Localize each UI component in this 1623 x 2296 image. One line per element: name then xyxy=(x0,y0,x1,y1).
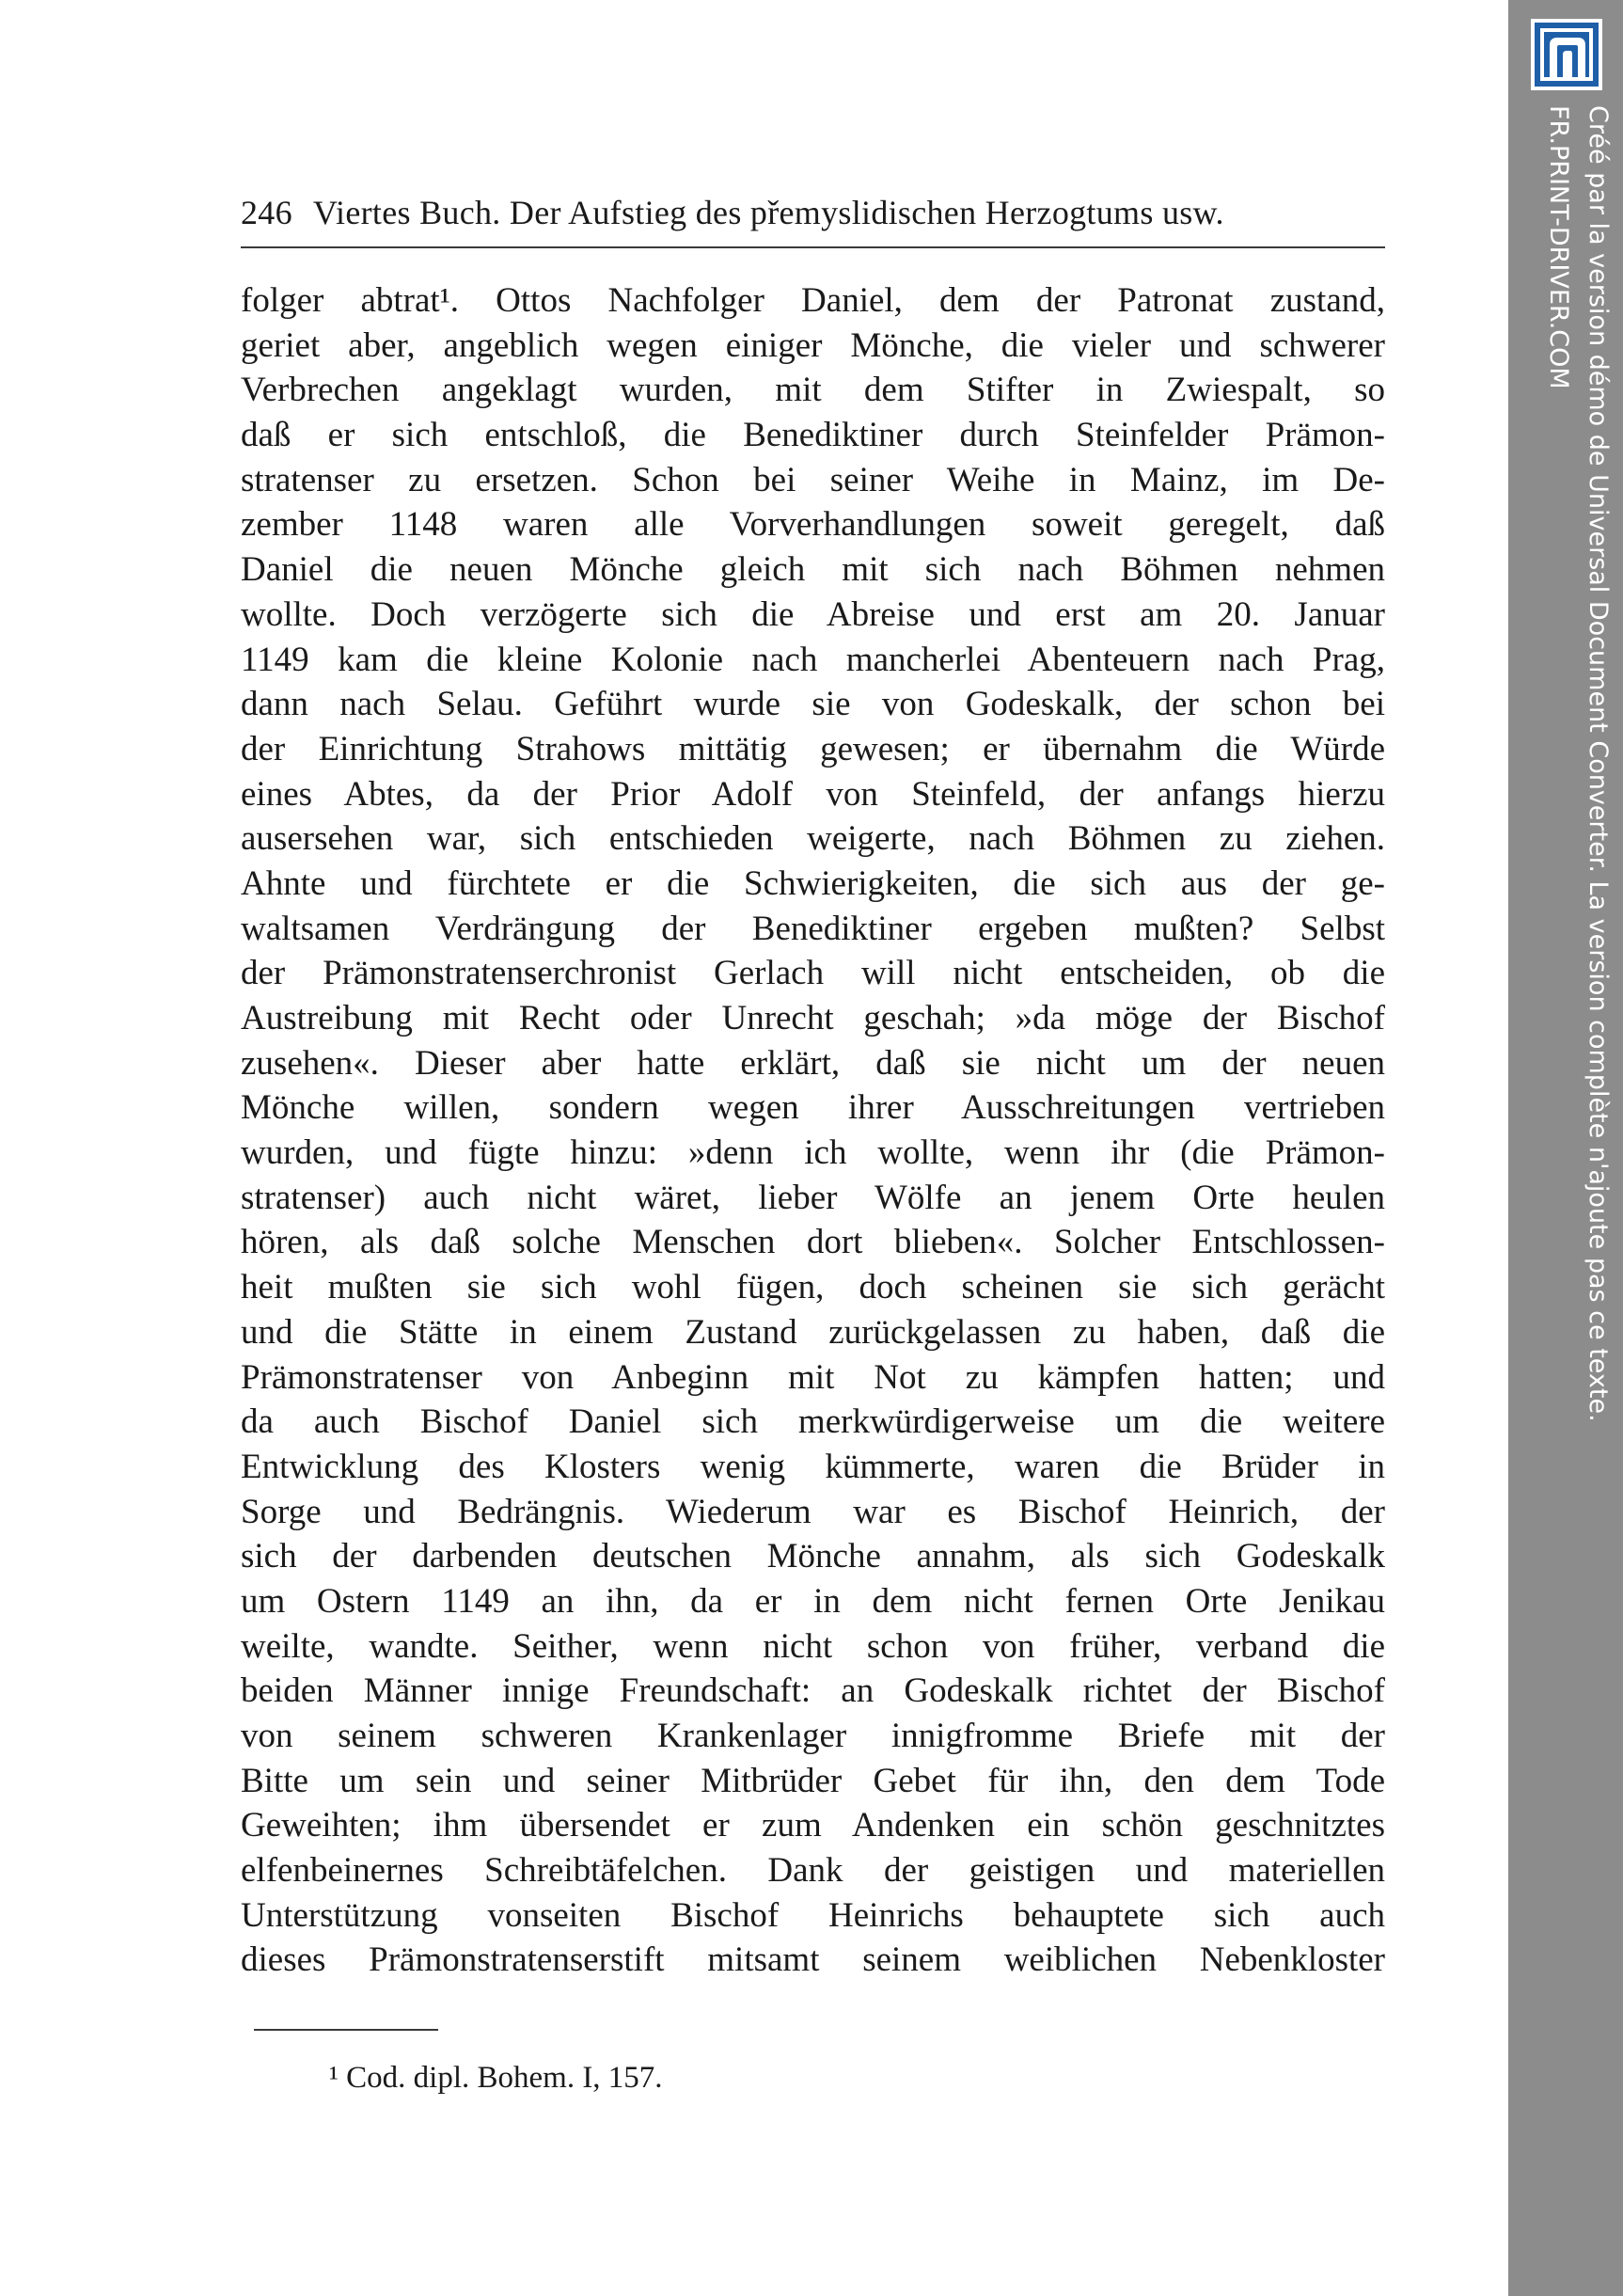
text-line: 1149 kam die kleine Kolonie nach mancherlei Abenteuern nach Prag, xyxy=(241,640,1385,679)
text-line: Bitte um sein und seiner Mitbrüder Gebet für ihn, den dem Tode xyxy=(241,1761,1385,1800)
text-line: der Einrichtung Strahows mittätig gewesen; er übernahm die Würde xyxy=(241,729,1385,768)
header-rule xyxy=(241,246,1385,248)
footnote-rule xyxy=(254,2029,438,2031)
text-line: heit mußten sie sich wohl fügen, doch scheinen sie sich gerächt xyxy=(241,1268,1385,1307)
text-line: zember 1148 waren alle Vorverhandlungen soweit geregelt, daß xyxy=(241,505,1385,545)
text-line: wurden, und fügte hinzu: »denn ich wollte, wenn ihr (die Prämon- xyxy=(241,1133,1385,1173)
body-text xyxy=(241,278,1385,1983)
text-line: hören, als daß solche Menschen dort blieben«. Solcher Entschlossen- xyxy=(241,1223,1385,1262)
text-line: zusehen«. Dieser aber hatte erklärt, daß sie nicht um der neuen xyxy=(241,1043,1385,1083)
text-line: dieses Prämonstratenserstift mitsamt seinem weiblichen Nebenkloster xyxy=(241,1940,1385,1980)
text-line: stratenser zu ersetzen. Schon bei seiner Weihe in Mainz, im De- xyxy=(241,460,1385,499)
text-line: dann nach Selau. Geführt wurde sie von Godeskalk, der schon bei xyxy=(241,685,1385,724)
text-line: ausersehen war, sich entschieden weigerte, nach Böhmen zu ziehen. xyxy=(241,819,1385,859)
text-line: Ahnte und fürchtete er die Schwierigkeiten, die sich aus der ge- xyxy=(241,863,1385,903)
text-line: wollte. Doch verzögerte sich die Abreise und erst am 20. Januar xyxy=(241,594,1385,634)
text-line: Sorge und Bedrängnis. Wiederum war es Bischof Heinrich, der xyxy=(241,1492,1385,1531)
text-line: daß er sich entschloß, die Benediktiner durch Steinfelder Prämon- xyxy=(241,416,1385,455)
text-line: Verbrechen angeklagt wurden, mit dem Stifter in Zwiespalt, so xyxy=(241,371,1385,410)
text-line: da auch Bischof Daniel sich merkwürdigerweise um die weitere xyxy=(241,1402,1385,1442)
running-head-title: Viertes Buch. Der Aufstieg des přemyslidischen Herzogtums usw. xyxy=(312,194,1224,231)
text-line: Prämonstratenser von Anbeginn mit Not zu kämpfen hatten; und xyxy=(241,1357,1385,1397)
text-line: um Ostern 1149 an ihn, da er in dem nicht fernen Orte Jenikau xyxy=(241,1581,1385,1621)
footnote: ¹ Cod. dipl. Bohem. I, 157. xyxy=(329,2061,663,2095)
watermark-line-1: Créé par la version démo de Universal Document Converter. La version complète n'ajoute pas ce texte. xyxy=(1584,105,1613,1422)
text-line: Geweihten; ihm übersendet er zum Andenken ein schön geschnitztes xyxy=(241,1806,1385,1845)
text-line: und die Stätte in einem Zustand zurückgelassen zu haben, daß die xyxy=(241,1312,1385,1352)
text-line: stratenser) auch nicht wäret, lieber Wölfe an jenem Orte heulen xyxy=(241,1178,1385,1217)
text-line: Unterstützung vonseiten Bischof Heinrichs behauptete sich auch xyxy=(241,1895,1385,1935)
text-line: eines Abtes, da der Prior Adolf von Steinfeld, der anfangs hierzu xyxy=(241,774,1385,814)
text-line: von seinem schweren Krankenlager innigfromme Briefe mit der xyxy=(241,1717,1385,1755)
text-line: Austreibung mit Recht oder Unrecht geschah; »da möge der Bischof xyxy=(241,999,1385,1037)
watermark-text xyxy=(1538,105,1614,1516)
text-line: geriet aber, angeblich wegen einiger Mönche, die vieler und schwerer xyxy=(241,325,1385,365)
text-line: sich der darbenden deutschen Mönche annahm, als sich Godeskalk xyxy=(241,1537,1385,1576)
page-number: 246 xyxy=(241,194,292,231)
text-line: elfenbeinernes Schreibtäfelchen. Dank der geistigen und materiellen xyxy=(241,1851,1385,1891)
text-line: weilte, wandte. Seither, wenn nicht schon von früher, verband die xyxy=(241,1626,1385,1666)
running-head xyxy=(241,193,1385,244)
text-line: waltsamen Verdrängung der Benediktiner ergeben mußten? Selbst xyxy=(241,909,1385,948)
text-line: Daniel die neuen Mönche gleich mit sich nach Böhmen nehmen xyxy=(241,550,1385,590)
text-line: Mönche willen, sondern wegen ihrer Ausschreitungen vertrieben xyxy=(241,1088,1385,1128)
universal-document-converter-logo-icon xyxy=(1529,17,1604,92)
text-line: beiden Männer innige Freundschaft: an Godeskalk richtet der Bischof xyxy=(241,1671,1385,1711)
text-line: Entwicklung des Klosters wenig kümmerte, waren die Brüder in xyxy=(241,1447,1385,1486)
watermark-line-2: FR.PRINT-DRIVER.COM xyxy=(1544,105,1573,389)
text-line: folger abtrat¹. Ottos Nachfolger Daniel, dem der Patronat zustand, xyxy=(241,281,1385,320)
text-line: der Prämonstratenserchronist Gerlach will nicht entscheiden, ob die xyxy=(241,954,1385,993)
